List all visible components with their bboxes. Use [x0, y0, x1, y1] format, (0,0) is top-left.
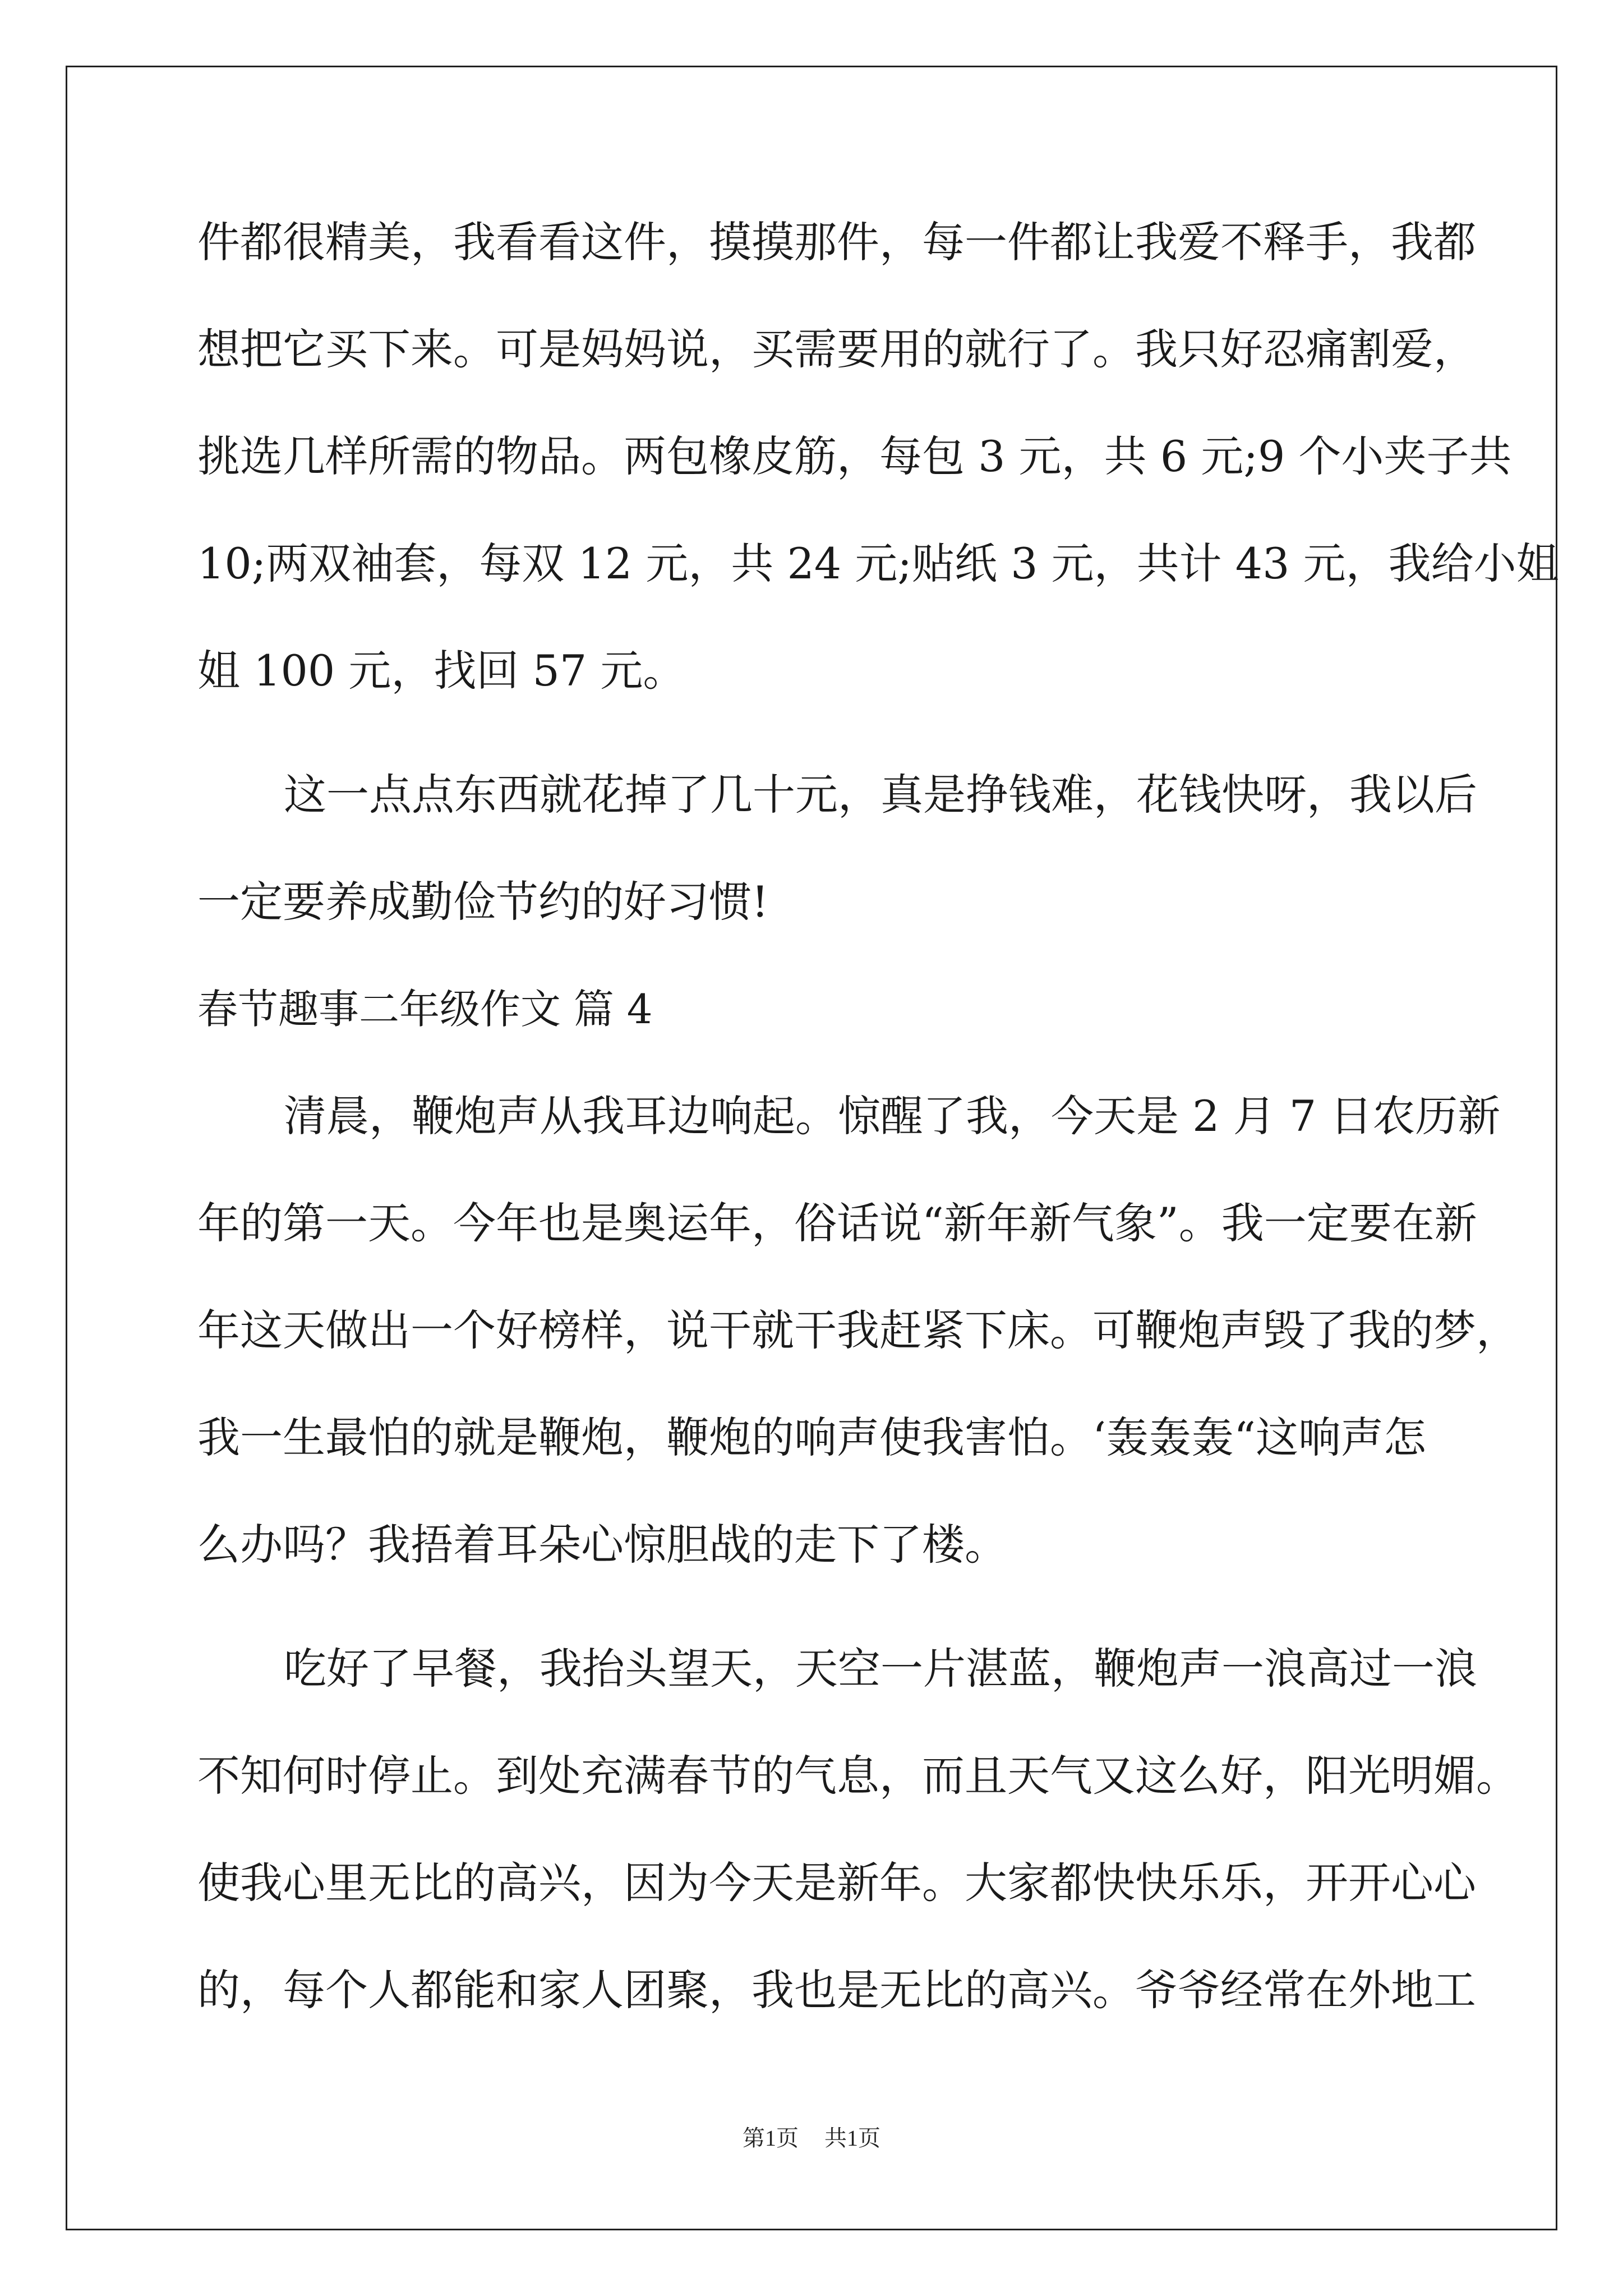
text-line: 件都很精美，我看看这件，摸摸那件，每一件都让我爱不释手，我都 [197, 217, 1476, 267]
paragraph-first-line: 这一点点东西就花掉了几十元，真是挣钱难，花钱快呀，我以后 [284, 770, 1477, 820]
text-line: 10;两双袖套，每双 12 元，共 24 元;贴纸 3 元，共计 43 元，我给小姐 [197, 539, 1559, 588]
text-line: 一定要养成勤俭节约的好习惯! [197, 877, 769, 927]
page-number-total: 共1页 [824, 2125, 880, 2151]
text-line: 年的第一天。今年也是奥运年，俗话说“新年新气象”。我一定要在新 [197, 1198, 1477, 1248]
paragraph-first-line: 清晨，鞭炮声从我耳边响起。惊醒了我，今天是 2 月 7 日农历新 [284, 1091, 1501, 1141]
section-heading: 春节趣事二年级作文 篇 4 [197, 986, 653, 1033]
text-line: 挑选几样所需的物品。两包橡皮筋，每包 3 元，共 6 元;9 个小夹子共 [197, 431, 1512, 481]
text-line: 使我心里无比的高兴，因为今天是新年。大家都快快乐乐，开开心心 [197, 1858, 1476, 1908]
paragraph-first-line: 吃好了早餐，我抬头望天，天空一片湛蓝，鞭炮声一浪高过一浪 [284, 1644, 1477, 1694]
text-line: 的，每个人都能和家人团聚，我也是无比的高兴。爷爷经常在外地工 [197, 1965, 1476, 2015]
document-body [197, 213, 1559, 2068]
text-line: 姐 100 元，找回 57 元。 [197, 646, 686, 696]
text-line: 想把它买下来。可是妈妈说，买需要用的就行了。我只好忍痛割爱， [197, 324, 1476, 374]
page-number-current: 第1页 [743, 2125, 799, 2151]
text-line: 么办吗？我捂着耳朵心惊胆战的走下了楼。 [197, 1520, 1007, 1570]
page-footer [0, 2123, 1623, 2154]
text-line: 我一生最怕的就是鞭炮，鞭炮的响声使我害怕。‘轰轰轰“这响声怎 [197, 1412, 1427, 1462]
text-line: 年这天做出一个好榜样，说干就干我赶紧下床。可鞭炮声毁了我的梦， [197, 1305, 1519, 1355]
text-line: 不知何时停止。到处充满春节的气息，而且天气又这么好，阳光明媚。 [197, 1751, 1519, 1801]
